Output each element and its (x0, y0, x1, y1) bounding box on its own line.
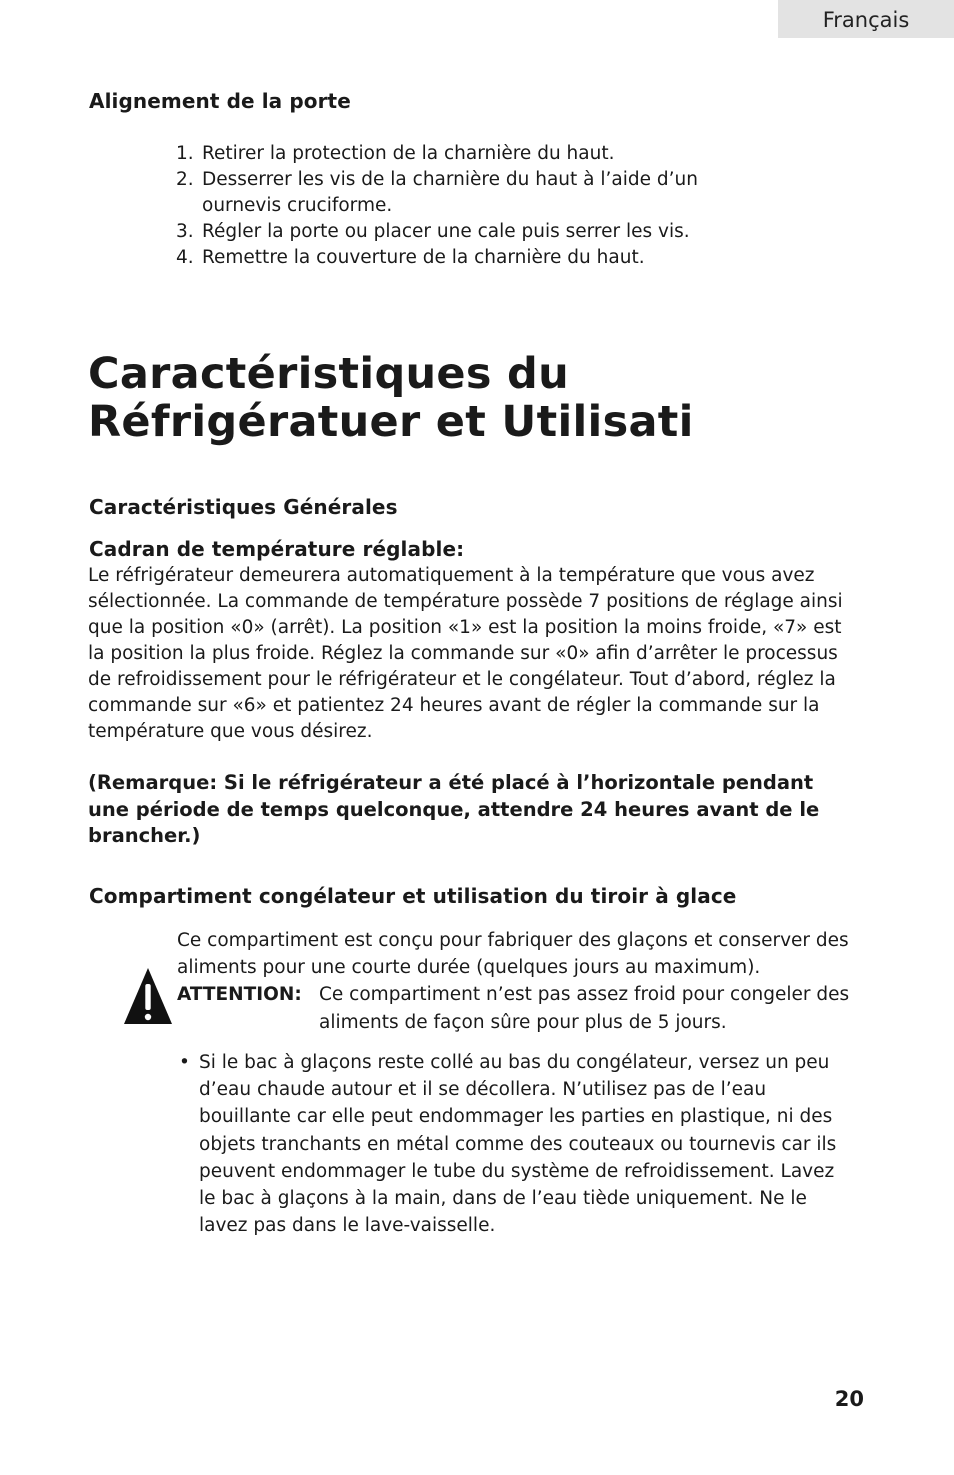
general-features-heading: Caractéristiques Générales (89, 495, 398, 519)
door-alignment-heading: Alignement de la porte (89, 89, 351, 113)
step-item: 1. Retirer la protection de la charnière du haut. (176, 143, 615, 164)
attention-text: Ce compartiment n’est pas assez froid pour congeler des aliments de façon sûre pour plus de 5 jours. (319, 984, 850, 1033)
freezer-heading: Compartiment congélateur et utilisation du tiroir à glace (89, 884, 737, 908)
step-item: 4. Remettre la couverture de la charnière du haut. (176, 247, 645, 268)
door-alignment-steps (176, 141, 736, 271)
remark-note: (Remarque: Si le réfrigérateur a été placé à l’horizontale pendant une période de temps quelconque, attendre 24 heures avant de le brancher.) (88, 771, 820, 847)
step-item: 3. Régler la porte ou placer une cale puis serrer les vis. (176, 221, 690, 242)
language-tab: Français (778, 0, 954, 38)
temperature-dial-heading: Cadran de température réglable: (89, 537, 465, 561)
attention-label: ATTENTION: (177, 984, 302, 1005)
bullet-dot: • (179, 1052, 190, 1073)
page-title: Caractéristiques du Réfrigératuer et Utilisati (88, 349, 694, 447)
warning-icon (122, 966, 174, 1026)
freezer-text: Ce compartiment est conçu pour fabriquer des glaçons et conserver des aliments pour une courte durée (quelques jours au maximum). (177, 930, 849, 978)
step-item: 2. Desserrer les vis de la charnière du haut à l’aide d’un ournevis cruciforme. (176, 169, 698, 216)
temperature-dial-text: Le réfrigérateur demeurera automatiquement à la température que vous avez sélectionnée. La commande de température possède 7 positions de réglage ainsi que la position «0» (arrêt). La position «1» est la position la moins froide, «7» est la position la plus froide. Réglez la commande sur «0» afin d’arrêter le processus de refroidissement pour le réfrigérateur et le congélateur. Tout d’abord, réglez la commande sur «6» et patientez 24 heures avant de régler la commande sur la température que vous désirez. (88, 565, 843, 742)
ice-tray-text: Si le bac à glaçons reste collé au bas du congélateur, versez un peu d’eau chaude autour et il se décollera. N’utilisez pas de l’eau bouillante car elle peut endommager les parties en plastique, ni des objets tranchants en métal comme des couteaux ou tournevis car ils peuvent endommager le tube du système de refroidissement. Lavez le bac à glaçons à la main, dans de l’eau tiède uniquement. Ne le lavez pas dans le lave-vaisselle. (199, 1052, 837, 1237)
page-number: 20 (834, 1387, 864, 1411)
